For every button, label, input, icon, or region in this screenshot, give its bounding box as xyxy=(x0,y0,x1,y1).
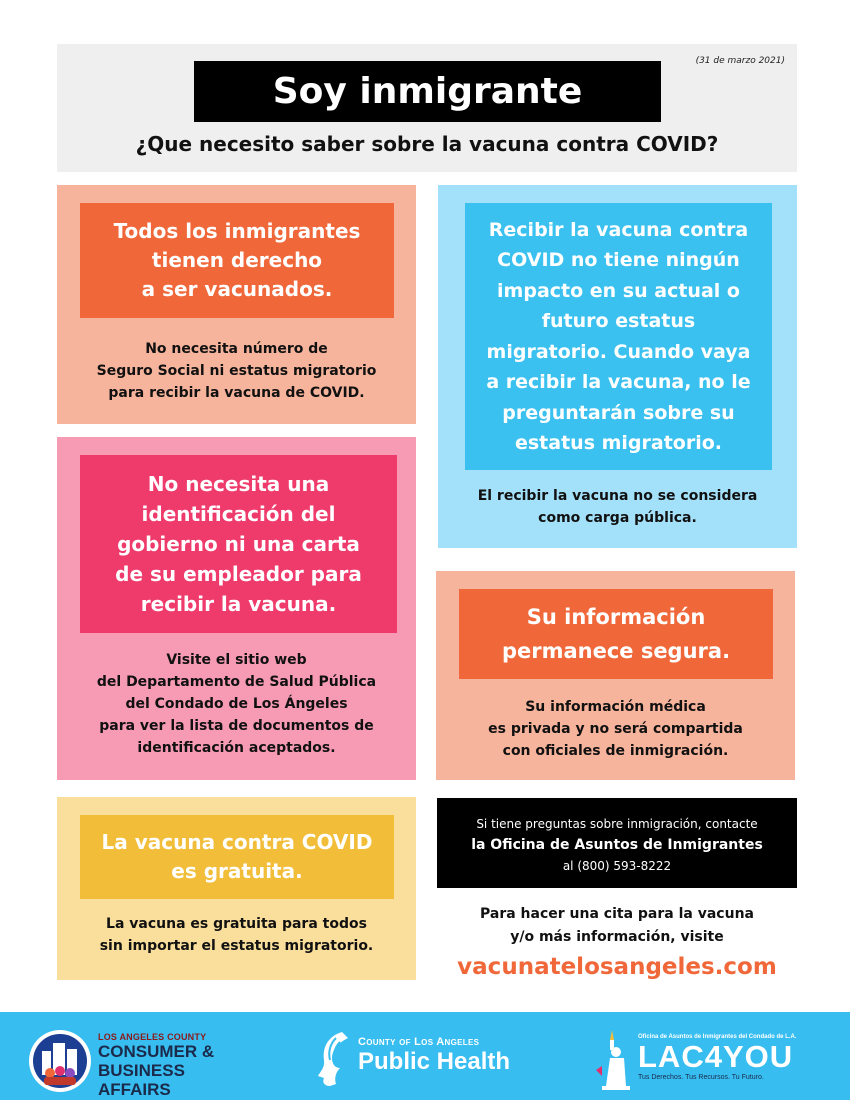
date-label: (31 de marzo 2021) xyxy=(695,56,785,66)
body-line: del Departamento de Salud Pública xyxy=(96,674,377,690)
card-rights-heading xyxy=(80,203,394,318)
card-status-heading xyxy=(465,203,772,470)
lac4you-logo-text xyxy=(638,1034,828,1081)
heading-line: Recibir la vacuna contra xyxy=(488,218,749,241)
body-line: es privada y no será compartida xyxy=(488,721,743,737)
body-line: No necesita número de xyxy=(145,341,328,357)
appointment-line: Para hacer una cita para la vacuna xyxy=(480,906,754,922)
body-line: El recibir la vacuna no se considera xyxy=(477,488,758,504)
heading-line: COVID no tiene ningún xyxy=(497,249,740,271)
card-info-heading xyxy=(459,589,773,679)
public-health-logo-icon xyxy=(314,1028,354,1088)
card-id xyxy=(57,437,416,780)
heading-line: impacto en su actual o xyxy=(497,279,740,302)
dcba-line: BUSINESS AFFAIRS xyxy=(98,1061,185,1099)
heading-line: recibir la vacuna. xyxy=(140,592,337,616)
dcba-line: CONSUMER & xyxy=(98,1042,215,1061)
contact-office: la Oficina de Asuntos de Inmigrantes xyxy=(471,837,763,853)
card-status xyxy=(438,185,797,548)
card-status-body xyxy=(438,485,797,529)
card-id-heading xyxy=(80,455,397,633)
heading-line: permanece segura. xyxy=(501,639,731,663)
card-rights xyxy=(57,185,416,424)
heading-line: No necesita una xyxy=(147,472,330,496)
page-subtitle: ¿Que necesito saber sobre la vacuna contra COVID? xyxy=(135,132,719,156)
public-health-main: Public Health xyxy=(358,1048,511,1075)
contact-box xyxy=(437,798,797,888)
heading-line: preguntarán sobre su xyxy=(502,401,735,424)
card-free xyxy=(57,797,416,980)
body-line: Seguro Social ni estatus migratorio xyxy=(96,363,377,379)
statue-of-liberty-icon xyxy=(590,1026,636,1092)
body-line: Visite el sitio web xyxy=(166,652,307,668)
card-info xyxy=(436,571,795,780)
body-line: del Condado de Los Ángeles xyxy=(125,696,348,712)
body-line: para recibir la vacuna de COVID. xyxy=(108,385,365,401)
lac4you-small: Oficina de Asuntos de Inmigrantes del Condado de L.A. xyxy=(638,1034,797,1040)
header-panel xyxy=(57,44,797,172)
page-title: Soy inmigrante xyxy=(194,61,661,122)
footer xyxy=(0,1012,850,1100)
card-free-heading xyxy=(80,815,394,899)
heading-line: es gratuita. xyxy=(171,859,303,883)
appointment-info xyxy=(437,903,797,985)
appointment-line: y/o más información, visite xyxy=(510,929,724,945)
body-line: para ver la lista de documentos de xyxy=(99,718,374,734)
contact-phone: al (800) 593-8222 xyxy=(562,859,672,873)
public-health-logo-text xyxy=(358,1036,528,1076)
heading-line: a ser vacunados. xyxy=(141,277,333,301)
card-info-body xyxy=(436,696,795,762)
body-line: con oficiales de inmigración. xyxy=(502,743,729,759)
dcba-logo-text xyxy=(98,1032,248,1099)
heading-line: La vacuna contra COVID xyxy=(101,830,373,854)
heading-line: Todos los inmigrantes xyxy=(113,219,361,243)
heading-line: tienen derecho xyxy=(151,248,323,272)
heading-line: estatus migratorio. xyxy=(514,432,723,454)
card-id-body xyxy=(57,649,416,759)
dcba-logo-icon xyxy=(28,1029,92,1093)
card-rights-body xyxy=(57,338,416,404)
card-free-body xyxy=(57,913,416,957)
heading-line: de su empleador para xyxy=(115,562,362,586)
heading-line: futuro estatus xyxy=(541,310,696,332)
heading-line: migratorio. Cuando vaya xyxy=(486,340,751,363)
heading-line: Su información xyxy=(526,605,706,629)
body-line: identificación aceptados. xyxy=(137,740,336,756)
lac4you-logo: LAC4YOU xyxy=(638,1039,794,1074)
contact-line: Si tiene preguntas sobre inmigración, contacte xyxy=(476,817,758,831)
lac4you-tagline: Tus Derechos. Tus Recursos. Tu Futuro. xyxy=(638,1074,764,1081)
body-line: sin importar el estatus migratorio. xyxy=(99,938,374,954)
public-health-top: County of Los Angeles xyxy=(358,1036,480,1048)
body-line: como carga pública. xyxy=(538,510,697,526)
dcba-top: LOS ANGELES COUNTY xyxy=(98,1032,207,1042)
body-line: Su información médica xyxy=(525,699,706,715)
heading-line: identificación del xyxy=(141,502,336,526)
body-line: La vacuna es gratuita para todos xyxy=(106,916,367,932)
heading-line: a recibir la vacuna, no le xyxy=(486,371,751,393)
heading-line: gobierno ni una carta xyxy=(117,532,360,556)
appointment-url-link[interactable]: vacunatelosangeles.com xyxy=(457,954,777,980)
